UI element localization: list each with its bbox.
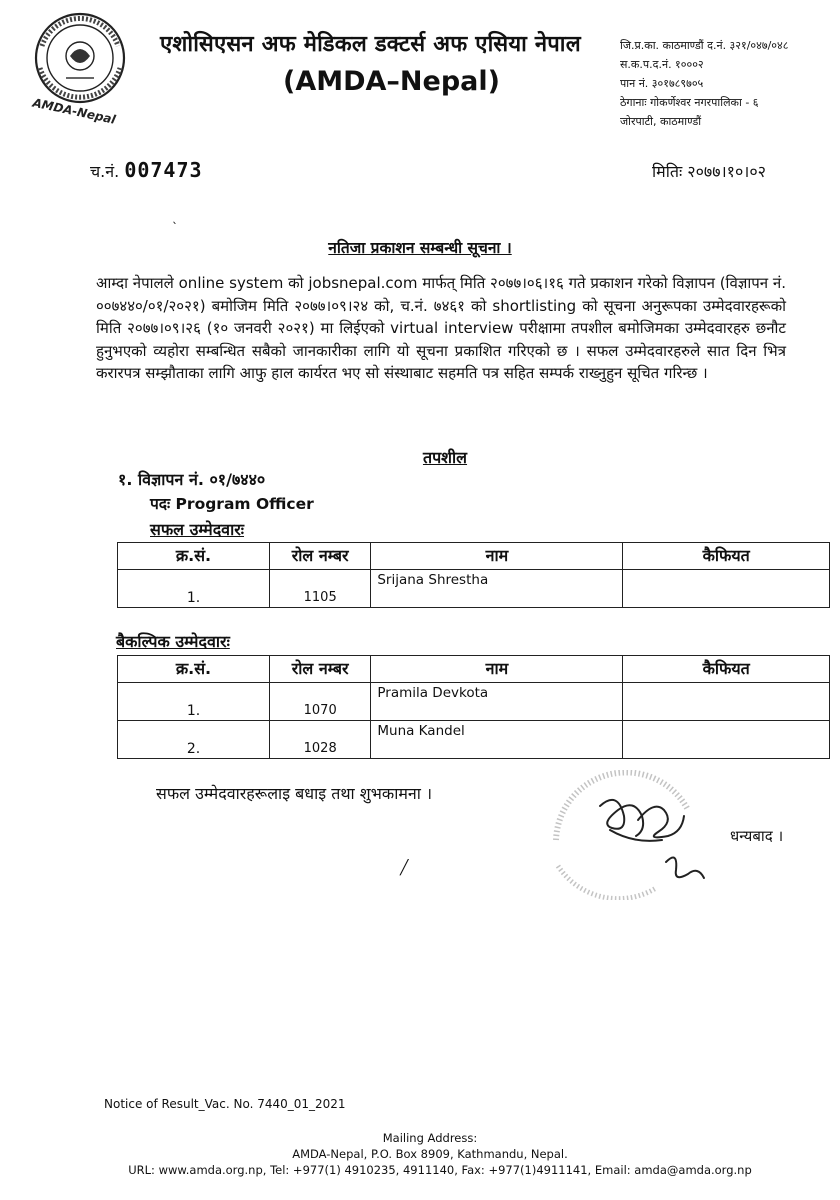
serial-cell bbox=[118, 683, 270, 721]
col-remarks-header: कैफियत bbox=[623, 656, 830, 683]
signature-icon bbox=[600, 800, 704, 878]
mailing-address: AMDA-Nepal, P.O. Box 8909, Kathmandu, Nepal. bbox=[292, 1147, 568, 1161]
table-row bbox=[118, 721, 830, 759]
org-name-prefix: (AMDA bbox=[283, 66, 387, 97]
registration-line: स.क.प.द.नं. १०००२ bbox=[620, 58, 704, 71]
successful-table bbox=[117, 542, 830, 608]
serial-cell bbox=[118, 721, 270, 759]
contact-line: URL: www.amda.org.np, Tel: +977(1) 4910235, 4911140, Fax: +977(1)4911141, Email: amda@amda.org.np bbox=[128, 1163, 752, 1177]
alternate-table bbox=[117, 655, 830, 759]
name-cell bbox=[371, 683, 623, 721]
svg-text:AMDA-Nepal: AMDA-Nepal bbox=[31, 95, 117, 127]
remarks-cell bbox=[623, 683, 830, 721]
candidate-name: Muna Kandel bbox=[377, 723, 465, 739]
table-header-row bbox=[118, 656, 830, 683]
reference-number bbox=[90, 158, 203, 182]
candidate-name: Pramila Devkota bbox=[377, 685, 489, 701]
col-serial-header: क्र.सं. bbox=[118, 656, 270, 683]
table-row bbox=[118, 683, 830, 721]
serial-number: 1. bbox=[186, 703, 201, 719]
col-serial-header: क्र.सं. bbox=[118, 543, 270, 570]
mailing-address-title: Mailing Address: bbox=[382, 1131, 478, 1145]
advertisement-number: १. विज्ञापन नं. ०१/७४४० bbox=[118, 470, 266, 489]
serial-number: 1. bbox=[186, 590, 201, 606]
annex-title: तपशील bbox=[422, 448, 468, 467]
col-name-header: नाम bbox=[371, 656, 623, 683]
table-row bbox=[118, 570, 830, 608]
roll-cell bbox=[269, 570, 370, 608]
name-cell bbox=[371, 570, 623, 608]
alternate-heading: बैकल्पिक उम्मेदवारः bbox=[116, 632, 230, 651]
org-name-english bbox=[283, 66, 500, 97]
serial-number: 2. bbox=[186, 741, 201, 757]
roll-cell bbox=[269, 721, 370, 759]
col-remarks-header: कैफियत bbox=[623, 543, 830, 570]
registration-line: जि.प्र.का. काठमाण्डौं द.नं. ३२१/०४७/०४८ bbox=[620, 39, 789, 52]
col-roll-header: रोल नम्बर bbox=[269, 543, 370, 570]
post-title: पदः Program Officer bbox=[150, 495, 314, 513]
ink-mark-icon: ╱ bbox=[400, 860, 409, 876]
registration-line: जोरपाटी, काठमाण्डौं bbox=[620, 115, 702, 128]
reference-value: 007473 bbox=[124, 158, 203, 182]
name-cell bbox=[371, 721, 623, 759]
congratulations-text: सफल उम्मेदवारहरूलाइ बधाइ तथा शुभकामना । bbox=[156, 784, 433, 803]
remarks-cell bbox=[623, 721, 830, 759]
roll-cell bbox=[269, 683, 370, 721]
org-name-suffix: –Nepal) bbox=[386, 66, 500, 97]
roll-number: 1105 bbox=[303, 590, 337, 605]
reference-label: च.नं. bbox=[90, 162, 120, 181]
registration-line: ठेगानाः गोकर्णेश्वर नगरपालिका - ६ bbox=[620, 96, 759, 109]
table-header-row bbox=[118, 543, 830, 570]
candidate-name: Srijana Shrestha bbox=[377, 572, 489, 588]
registration-block bbox=[620, 36, 788, 131]
successful-heading: सफल उम्मेदवारः bbox=[150, 520, 245, 539]
seal-icon bbox=[36, 14, 124, 102]
roll-number: 1070 bbox=[303, 703, 337, 718]
remarks-cell bbox=[623, 570, 830, 608]
col-roll-header: रोल नम्बर bbox=[269, 656, 370, 683]
registration-line: पान नं. ३०१७८९७०५ bbox=[620, 77, 704, 90]
signature bbox=[538, 770, 728, 900]
mark-icon: ˎ bbox=[172, 210, 178, 224]
roll-number: 1028 bbox=[303, 741, 337, 756]
serial-cell bbox=[118, 570, 270, 608]
document-footnote: Notice of Result_Vac. No. 7440_01_2021 bbox=[104, 1097, 346, 1111]
amda-logo bbox=[18, 6, 158, 128]
org-name-nepali: एशोसिएसन अफ मेडिकल डक्टर्स अफ एसिया नेपाल bbox=[160, 32, 581, 57]
col-name-header: नाम bbox=[371, 543, 623, 570]
thanks-text: धन्यबाद । bbox=[730, 827, 784, 845]
subject-heading: नतिजा प्रकाशन सम्बन्धी सूचना । bbox=[328, 239, 512, 257]
notice-body: आम्दा नेपालले online system को jobsnepal.com मार्फत् मिति २०७७।०६।१६ गते प्रकाशन गरेको विज्ञापन (विज्ञापन नं. ००७४४०/०१/२०२१) बमोजिम मिति २०७७।०९।२४ को, च.नं. ७४६१ को shortlisting को सूचना अनुरूपका उम्मेदवारहरूको मिति २०७७।०९।२६ (१० जनवरी २०२१) मा लिईएको virtual interview परीक्षामा तपशील बमोजिमका उम्मेदवारहरु छनौट हुनुभएको व्यहोरा सम्बन्धित सबैको जानकारीका लागि यो सूचना प्रकाशित गरिएको छ । सफल उम्मेदवारहरुले सात दिन भित्र करारपत्र सम्झौताका लागि आफु हाल कार्यरत भए सो संस्थाबाट सहमति पत्र सहित सम्पर्क राख्नुहुन सूचित गरिन्छ । bbox=[96, 274, 786, 382]
letter-date: मितिः २०७७।१०।०२ bbox=[652, 162, 766, 181]
